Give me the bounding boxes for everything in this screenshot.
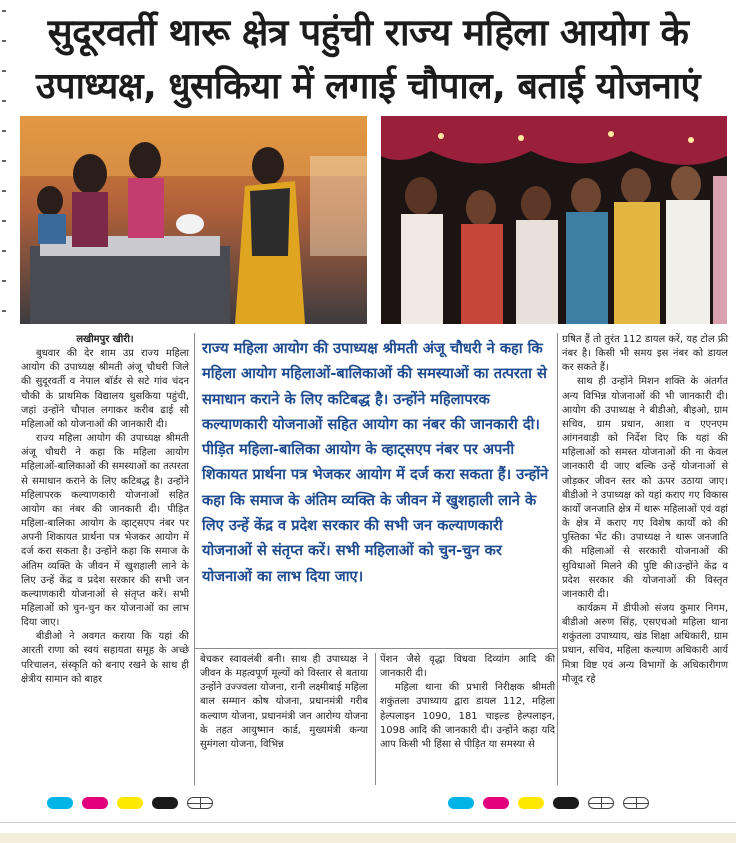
yellow-swatch [518, 797, 544, 809]
chaupal-stage-photo [20, 116, 367, 324]
paragraph: पेंशन जैसे वृद्धा विधवा दिव्यांग आदि की जानकारी दी। [380, 654, 555, 680]
page-edge-marks [0, 0, 9, 843]
paragraph: कार्यक्रम में डीपीओ संजय कुमार निगम, बीडीओ अरुण सिंह, एसएचओ महिला थाना शकुंतला उपाध्याय, खंड शिक्षा अधिकारी, ग्राम प्रधान, सचिव, महिला कल्याण अधिकारी आर्य मित्रा विष्ट एवं अन्य विभागों के अधिकारीगण मौजूद रहे [562, 602, 728, 685]
cyan-swatch [448, 797, 474, 809]
article-column-3 [380, 653, 555, 752]
pull-quote-rule [195, 648, 557, 649]
village-women-group-photo [381, 116, 727, 324]
paragraph: बुधवार की देर शाम उप्र राज्य महिला आयोग की उपाध्यक्ष श्रीमती अंजू चौधरी जिले की सुदूरवर्ती व नेपाल बॉर्डर से सटे गांव चंदन चौकी के प्राथमिक विद्यालय धुसकिया पहुंची, जहां उन्होंने चौपाल लगाकर करीब ढाई सौ महिलाओं को योजनाओं की जानकारी दी। [21, 348, 189, 430]
headline-line-1: सुदूरवर्ती थारू क्षेत्र पहुंची राज्य महिला आयोग के [47, 11, 689, 54]
trim-line [0, 822, 736, 823]
magenta-swatch [82, 797, 108, 809]
paragraph: महिला थाना की प्रभारी निरीक्षक श्रीमती शकुंतला उपाध्याय द्वारा डायल 112, महिला हेल्पलाइन 1090, 181 चाइल्ड हेल्पलाइन, 1098 आदि की जानकारी दी। उन्होंने कहा यदि आप किसी भी हिंसा से पीड़ित या समस्या से [380, 682, 555, 750]
paragraph: बीडीओ ने अवगत कराया कि यहां की आरती राणा को स्वयं सहायता समूह के अच्छे परिचालन, संस्कृति को बनाए रखने के साथ ही क्षेत्रीय सामान को बाहर [21, 631, 189, 685]
article-column-1 [21, 333, 189, 687]
paragraph: ग्रषित हैं तो तुरंत 112 डायल करें, यह टोल फ्री नंबर है। किसी भी समय इस नंबर को डायल कर सकते हैं। [562, 334, 728, 374]
registration-cross-icon [588, 797, 614, 809]
page-footer-strip [0, 833, 736, 843]
black-swatch [553, 797, 579, 809]
magenta-swatch [483, 797, 509, 809]
pull-quote: राज्य महिला आयोग की उपाध्यक्ष श्रीमती अंजू चौधरी ने कहा कि महिला आयोग महिलाओं-बालिकाओं की समस्याओं का तत्परता से समाधान कराने के लिए कटिबद्ध है। उन्होंने महिलापरक कल्याणकारी योजनाओं सहित आयोग का नंबर की जानकारी दी। पीड़ित महिला-बालिका आयोग के व्हाट्सएप नंबर पर अपनी शिकायत प्रार्थना पत्र भेजकर आयोग में दर्ज करा सकता हैं। उन्होंने कहा कि समाज के अंतिम व्यक्ति के जीवन में खुशहाली लाने के लिए उन्हें केंद्र व प्रदेश सरकार की सभी जन कल्याणकारी योजनाओं से संतृप्त करें। सभी महिलाओं को चुन-चुन कर योजनाओं का लाभ दिया जाए। [202, 340, 549, 585]
headline-line-2: उपाध्यक्ष, धुसकिया में लगाई चौपाल, बताई योजनाएं [35, 66, 701, 107]
black-swatch [152, 797, 178, 809]
paragraph: बेचकर स्वावलंबी बनी। साथ ही उपाध्यक्ष ने जीवन के महत्वपूर्ण मूल्यों को विस्तार से बताया उन्होंने उज्ज्वला योजना, रानी लक्ष्मीबाई महिला बाल सम्मान कोष योजना, प्रधानमंत्री गरीब कल्याण योजना, प्रधानमंत्री जन आरोग्य योजना के तहत आयुष्मान कार्ड, मुख्यमंत्री कन्या सुमंगला योजना, विभिन्न [200, 654, 368, 750]
article-column-2 [200, 653, 368, 752]
dateline: लखीमपुर खीरी। [76, 334, 134, 345]
paragraph: राज्य महिला आयोग की उपाध्यक्ष श्रीमती अंजू चौधरी ने कहा कि महिला आयोग महिलाओं-बालिकाओं की समस्याओं का तत्परता से समाधान कराने के लिए कटिबद्ध है। उन्होंने महिलापरक कल्याणकारी योजनाओं सहित आयोग का नंबर की जानकारी दी। पीड़ित महिला-बालिका आयोग के व्हाट्सएप नंबर पर अपनी शिकायत प्रार्थना पत्र भेजकर आयोग में दर्ज करा सकता है। उन्होंने कहा कि समाज के अंतिम व्यक्ति के जीवन में खुशहाली लाने के लिए उन्हें केंद्र व प्रदेश सरकार की सभी जन कल्याणकारी योजनाओं से संतृप्त करें। सभी महिलाओं को चुन-चुन कर योजनाओं का लाभ दिया जाए। [21, 433, 189, 629]
column-rule [375, 653, 376, 785]
column-rule [557, 333, 558, 785]
registration-cross-icon [623, 797, 649, 809]
print-registration-bar-right [448, 796, 649, 810]
column-rule [194, 333, 195, 785]
registration-cross-icon [187, 797, 213, 809]
print-registration-bar-left [47, 796, 213, 810]
yellow-swatch [117, 797, 143, 809]
paragraph: साथ ही उन्होंने मिशन शक्ति के अंतर्गत अन्य विभिन्न योजनाओं की भी जानकारी दी। आयोग की उपाध्यक्ष ने बीडीओ, बीइओ, ग्राम सचिव, ग्राम प्रधान, आशा व एएनएम आंगनवाड़ी को निर्देश दिए कि यहां की महिलाओं को समस्त योजनाओं की ना केवल जानकारी दी जाए बल्कि उन्हें योजनाओं से जोड़कर जीवन स्तर को ऊपर उठाया जाए। बीडीओ ने उपाध्यक्ष को यहां कराए गए विकास कार्यों जनजाति क्षेत्र में थारू महिलाओं एवं वहां के क्षेत्र में कराए गए विशेष कार्यों को की पुस्तिका भेंट की। उपाध्यक्ष ने थारू जनजाति की महिलाओं से सरकारी योजनाओं की सुविधाओं मिलने की पुष्टि की।उन्होंने केंद्र व प्रदेश सरकार की योजनाओं की विस्तृत जानकारी दी। [562, 376, 728, 600]
article-column-4 [562, 333, 728, 687]
cyan-swatch [47, 797, 73, 809]
